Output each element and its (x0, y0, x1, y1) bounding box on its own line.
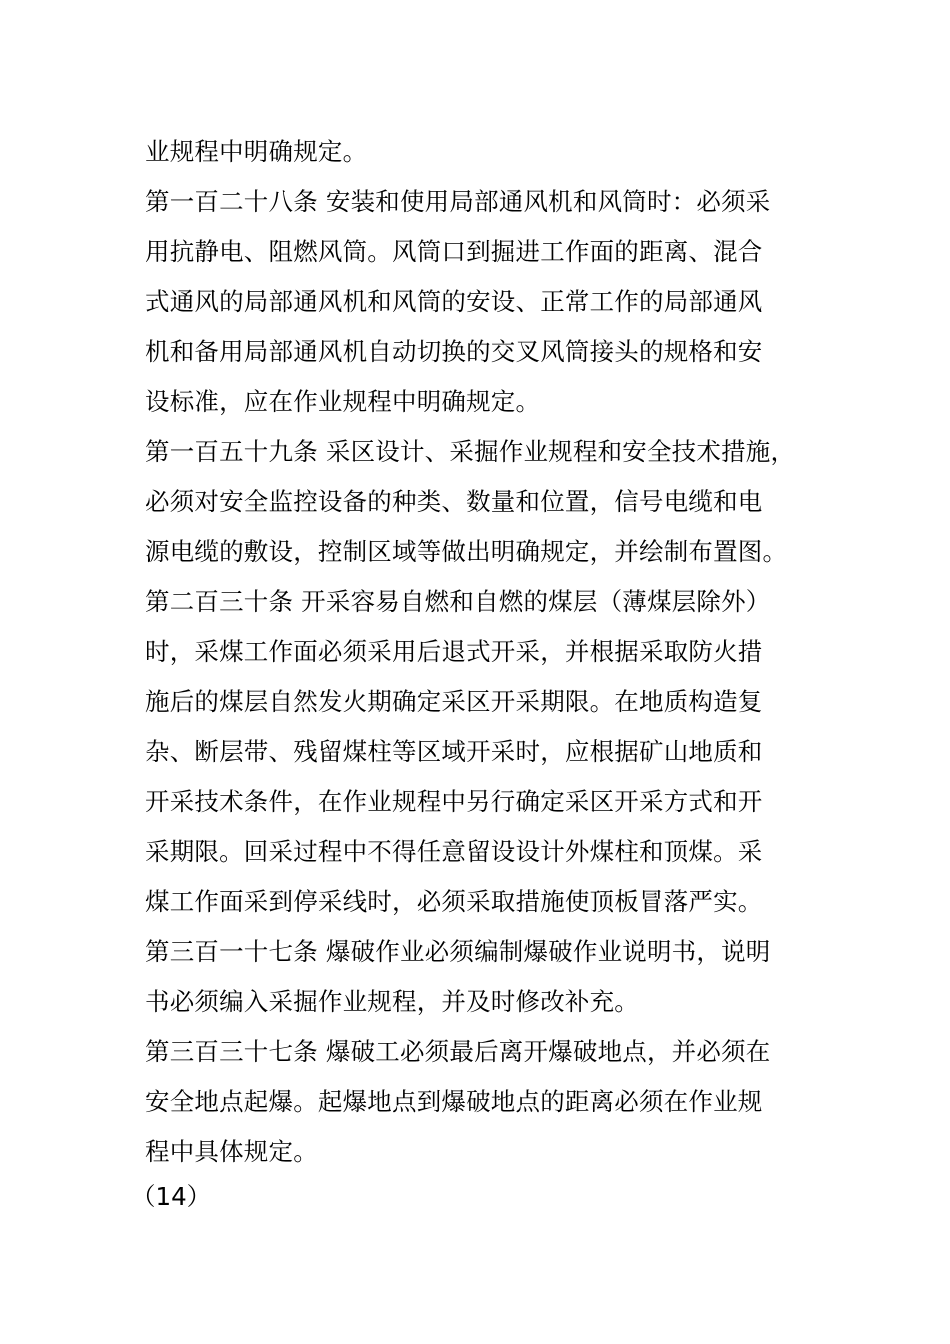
text-line: 时，采煤工作面必须采用后退式开采，并根据采取防火措 (145, 637, 763, 666)
text-line: 施后的煤层自然发火期确定采区开采期限。在地质构造复 (145, 687, 763, 716)
text-line: 机和备用局部通风机自动切换的交叉风筒接头的规格和安 (145, 337, 763, 366)
text-line: 第三百一十七条 爆破作业必须编制爆破作业说明书，说明 (145, 937, 771, 966)
text-line: 业规程中明确规定。 (145, 137, 368, 166)
text-line: 安全地点起爆。起爆地点到爆破地点的距离必须在作业规 (145, 1087, 763, 1116)
text-line: 书必须编入采掘作业规程，并及时修改补充。 (145, 987, 639, 1016)
text-line: 煤工作面采到停采线时，必须采取措施使顶板冒落严实。 (145, 887, 763, 916)
text-line: 第三百三十七条 爆破工必须最后离开爆破地点，并必须在 (145, 1037, 771, 1066)
text-line: 式通风的局部通风机和风筒的安设、正常工作的局部通风 (145, 287, 763, 316)
body-text (145, 127, 835, 1177)
text-line: 开采技术条件，在作业规程中另行确定采区开采方式和开 (145, 787, 763, 816)
page-number: （14） (131, 1182, 212, 1211)
text-line: 必须对安全监控设备的种类、数量和位置，信号电缆和电 (145, 487, 763, 516)
text-line: 程中具体规定。 (145, 1137, 318, 1166)
text-line: 采期限。回采过程中不得任意留设设计外煤柱和顶煤。采 (145, 837, 763, 866)
text-line: 第一百二十八条 安装和使用局部通风机和风筒时：必须采 (145, 187, 771, 216)
text-line: 源电缆的敷设，控制区域等做出明确规定，并绘制布置图。 (145, 537, 788, 566)
text-line: 第一百五十九条 采区设计、采掘作业规程和安全技术措施， (145, 437, 796, 466)
text-line: 用抗静电、阻燃风筒。风筒口到掘进工作面的距离、混合 (145, 237, 763, 266)
text-line: 设标准，应在作业规程中明确规定。 (145, 387, 541, 416)
text-line: 第二百三十条 开采容易自燃和自燃的煤层（薄煤层除外） (145, 587, 771, 616)
text-line: 杂、断层带、残留煤柱等区域开采时，应根据矿山地质和 (145, 737, 763, 766)
